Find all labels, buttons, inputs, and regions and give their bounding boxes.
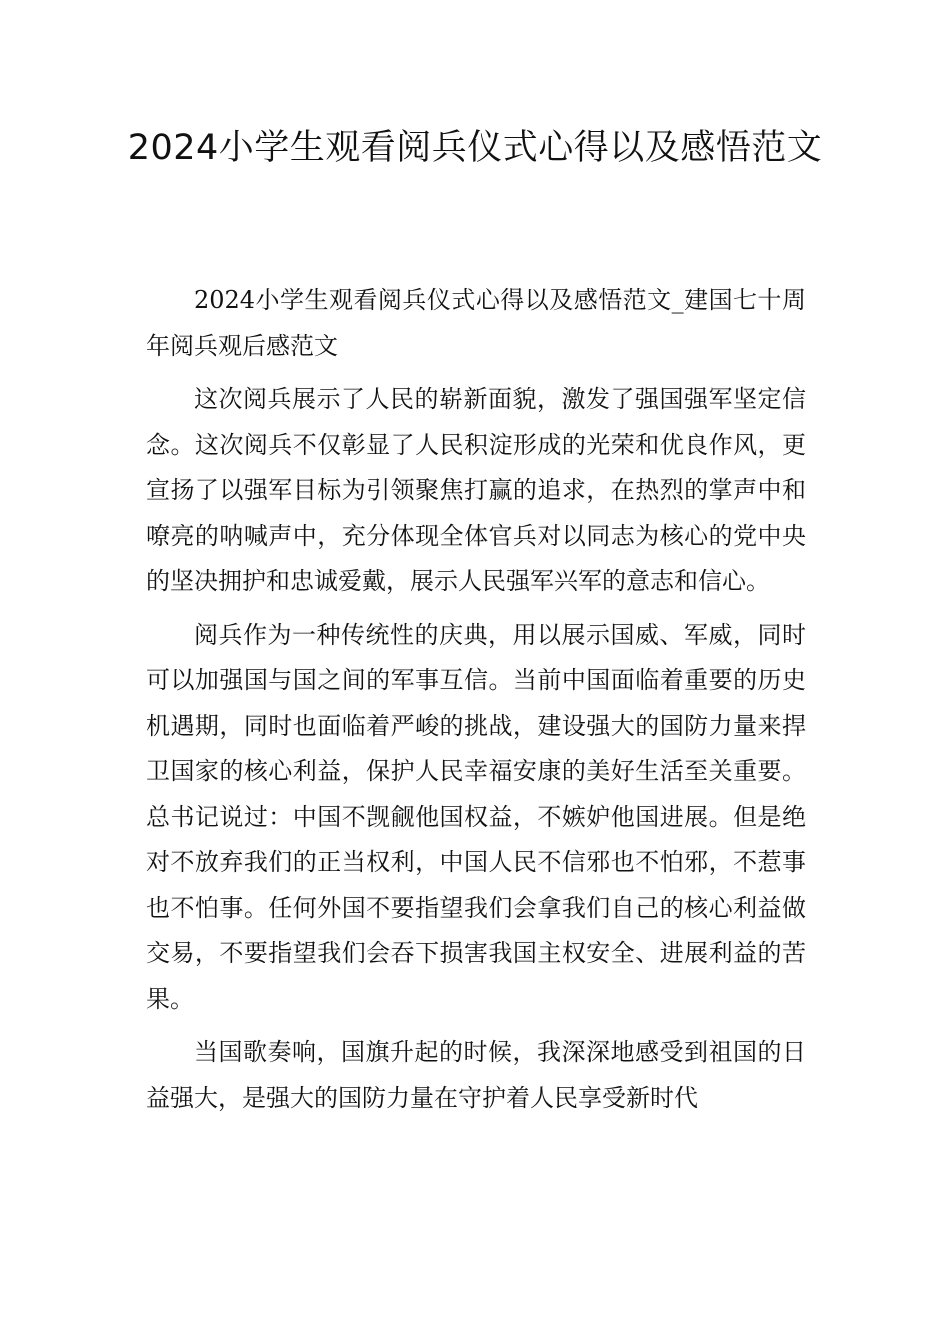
paragraph: 阅兵作为一种传统性的庆典，用以展示国威、军威，同时可以加强国与国之间的军事互信。当前中国面临着重要的历史机遇期，同时也面临着严峻的挑战，建设强大的国防力量来捍卫国家的核心利益，保护人民幸福安康的美好生活至关重要。总书记说过：中国不觊觎他国权益，不嫉妒他国进展。但是绝对不放弃我们的正当权利，中国人民不信邪也不怕邪，不惹事也不怕事。任何外国不要指望我们会拿我们自己的核心利益做交易，不要指望我们会吞下损害我国主权安全、进展利益的苦果。 <box>146 620 806 1013</box>
document-title: 2024小学生观看阅兵仪式心得以及感悟范文 <box>127 128 823 168</box>
paragraph: 这次阅兵展示了人民的崭新面貌，激发了强国强军坚定信念。这次阅兵不仅彰显了人民积淀形成的光荣和优良作风，更宣扬了以强军目标为引领聚焦打赢的追求，在热烈的掌声中和嘹亮的呐喊声中，充分体现全体官兵对以同志为核心的党中央的坚决拥护和忠诚爱戴，展示人民强军兴军的意志和信心。 <box>146 385 806 595</box>
paragraph: 当国歌奏响，国旗升起的时候，我深深地感受到祖国的日益强大，是强大的国防力量在守护着人民享受新时代 <box>146 1038 806 1112</box>
document-body <box>146 278 806 1129</box>
paragraph-subtitle: 2024小学生观看阅兵仪式心得以及感悟范文_建国七十周年阅兵观后感范文 <box>146 286 806 360</box>
